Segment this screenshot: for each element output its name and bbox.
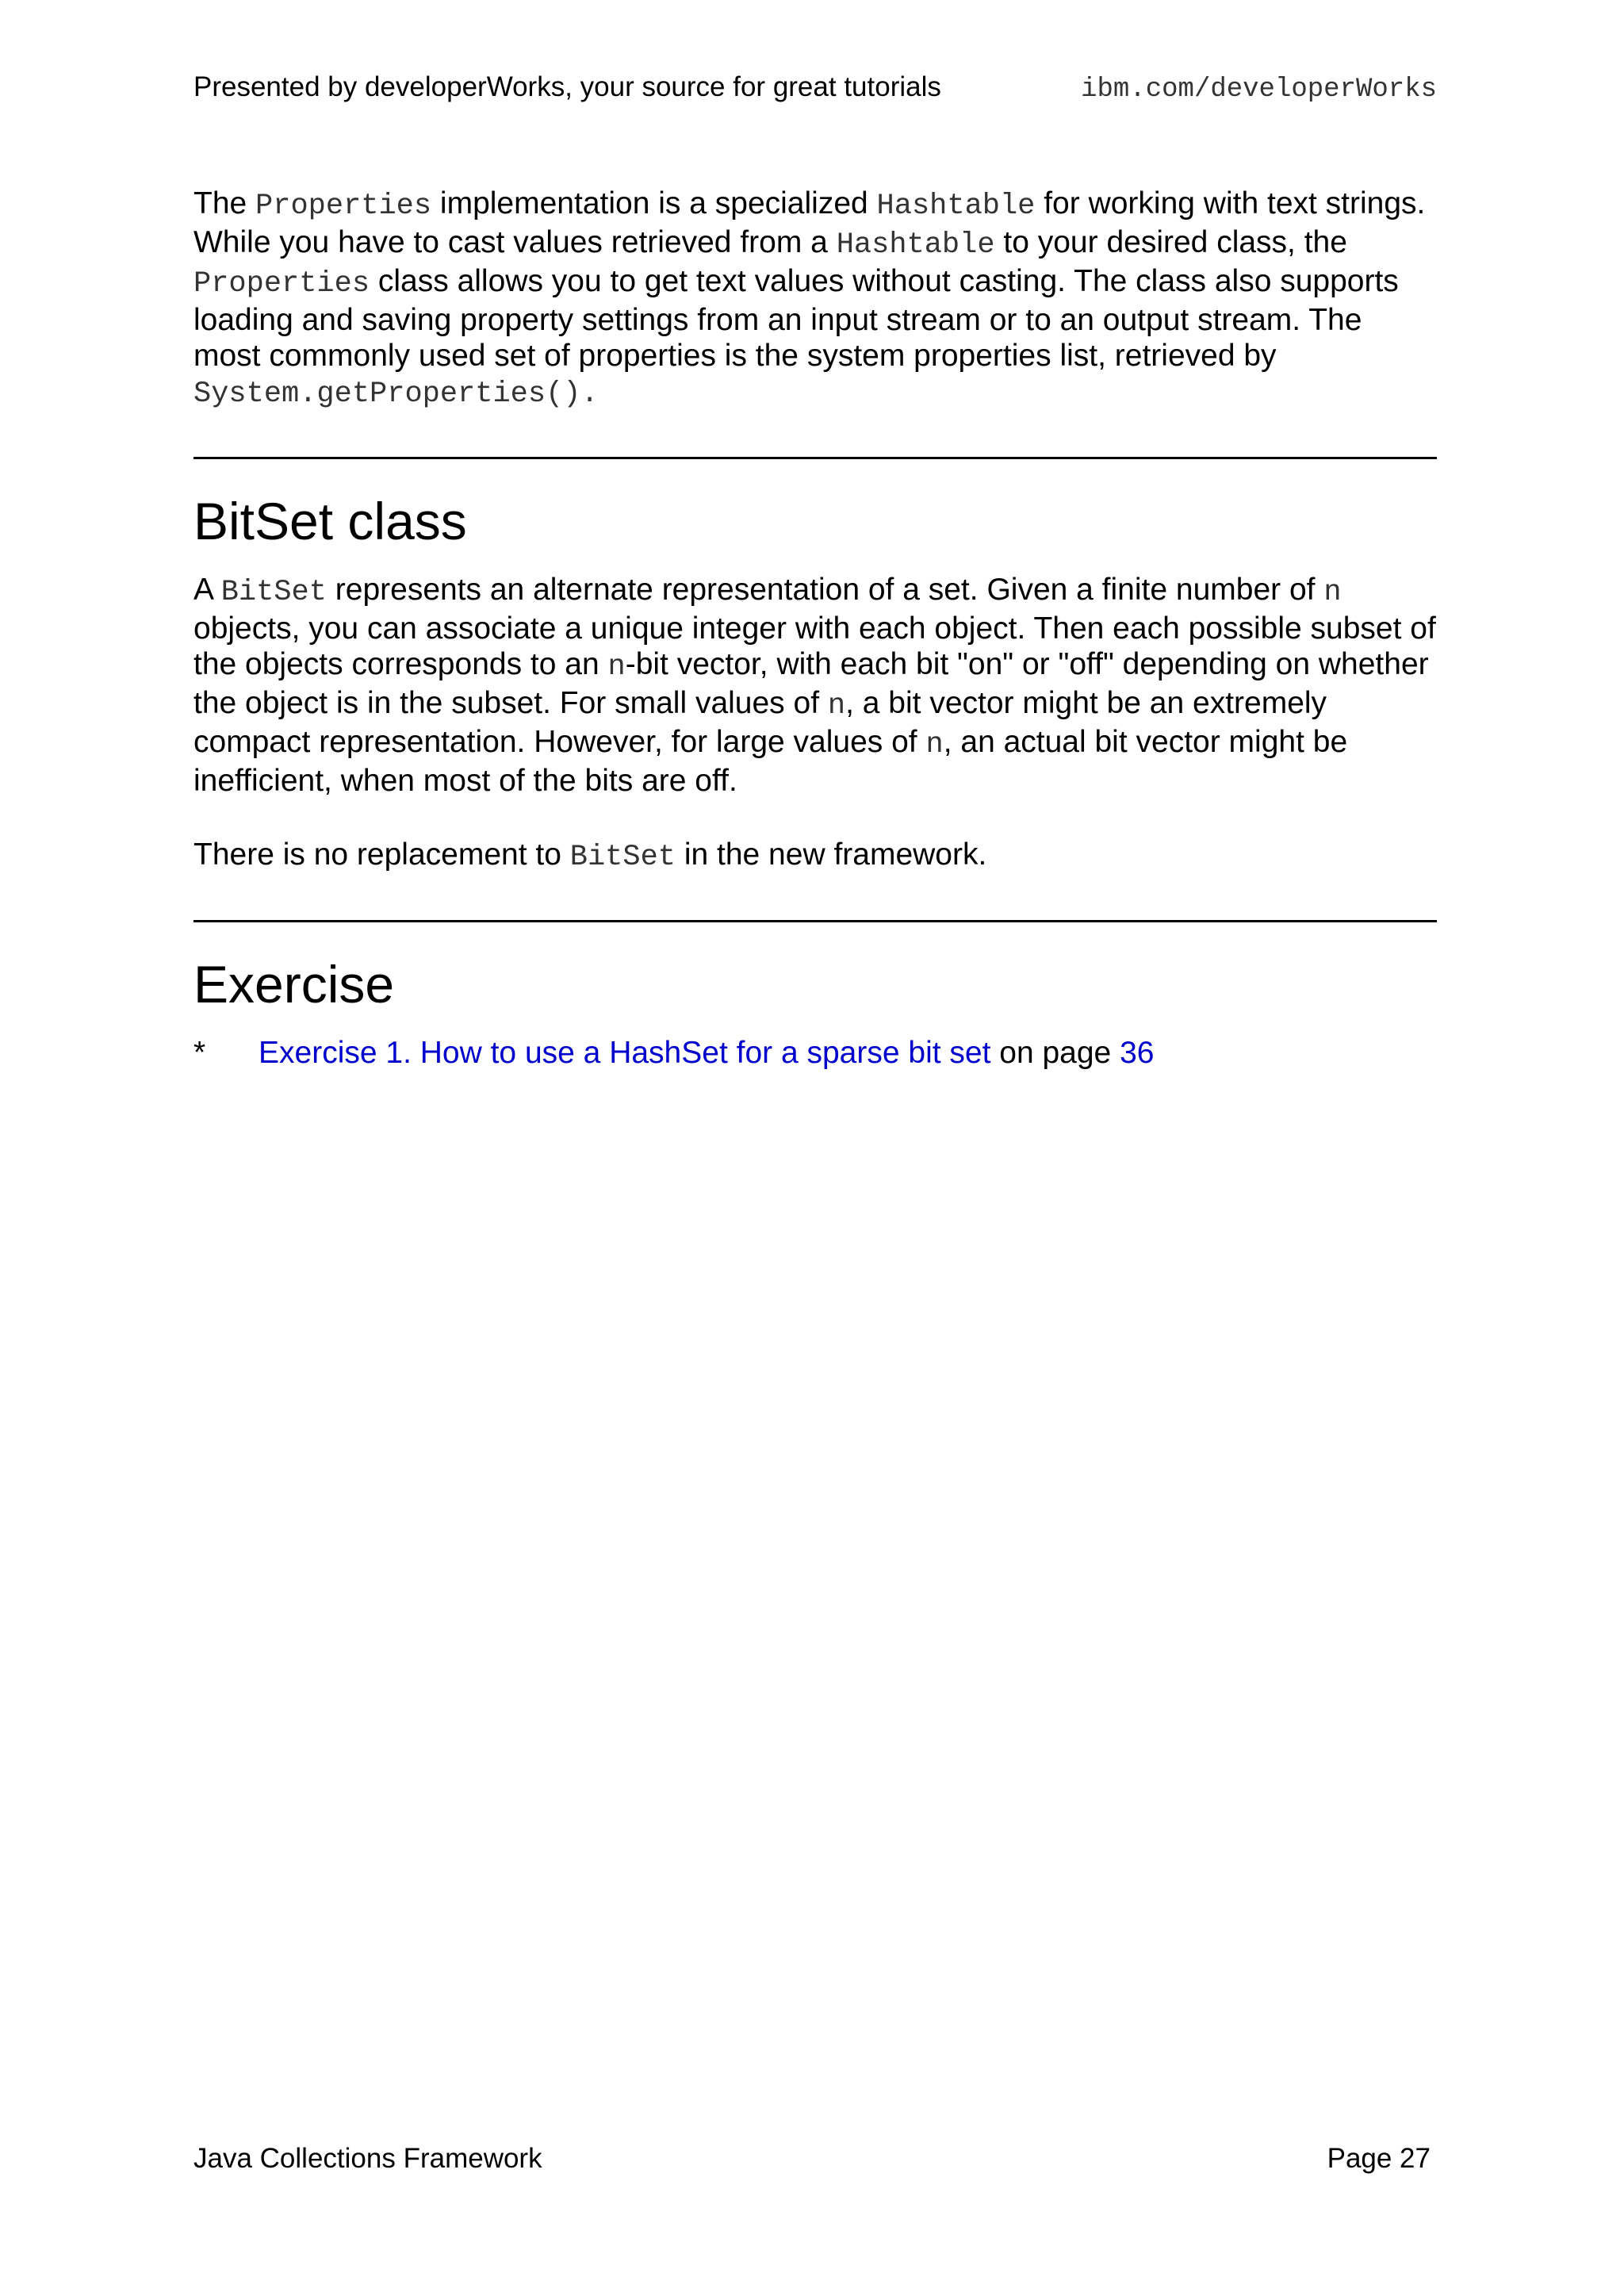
- text-run: , a bit vector might be an extremely compact representation. However, for large values of: [193, 686, 1327, 759]
- bitset-paragraph: [193, 572, 1437, 799]
- bitset-replacement-paragraph: [193, 837, 1437, 876]
- code-n: n: [827, 689, 846, 723]
- section-divider: [193, 457, 1437, 459]
- text-run: in the new framework.: [675, 838, 987, 872]
- code-properties: Properties: [193, 267, 370, 301]
- text-run: for working with text strings. While you have to cast values retrieved from a: [193, 186, 1426, 259]
- code-bitset: BitSet: [220, 576, 327, 609]
- text-run: The: [193, 186, 256, 220]
- list-item-text: [259, 1035, 1154, 1071]
- code-hashtable: Hashtable: [876, 190, 1036, 223]
- text-run: -bit vector, with each bit "on" or "off" depending on whether the object is in the subset. For small values of: [193, 647, 1429, 720]
- section-title-exercise: Exercise: [193, 955, 395, 1014]
- code-n: n: [925, 728, 944, 761]
- text-run: objects, you can associate a unique integer with each object. Then each possible subset of the objects corresponds to an: [193, 611, 1436, 681]
- text-run: implementation is a specialized: [431, 186, 877, 220]
- text-run: represents an alternate representation of a set. Given a finite number of: [326, 573, 1324, 607]
- page-number-link[interactable]: 36: [1120, 1036, 1155, 1070]
- code-n: n: [607, 650, 626, 684]
- code-n: n: [1323, 576, 1342, 609]
- footer-page-number: Page 27: [1327, 2143, 1431, 2174]
- section-title-bitset: BitSet class: [193, 492, 467, 550]
- text-run: on page: [990, 1036, 1120, 1070]
- code-bitset: BitSet: [569, 841, 676, 874]
- section-divider: [193, 920, 1437, 922]
- code-system-getproperties: System.getProperties().: [193, 378, 599, 411]
- header-site-url: ibm.com/developerWorks: [1081, 75, 1437, 105]
- page-content: [193, 186, 1437, 1071]
- exercise-1-link[interactable]: Exercise 1. How to use a HashSet for a sparse bit set: [259, 1036, 991, 1070]
- text-run: There is no replacement to: [193, 838, 570, 872]
- properties-paragraph: [193, 186, 1437, 412]
- page-header: [193, 71, 1437, 105]
- text-run: , an actual bit vector might be inefficient, when most of the bits are off.: [193, 725, 1348, 798]
- text-run: to your desired class, the: [994, 225, 1347, 259]
- text-run: A: [193, 573, 221, 607]
- bullet-marker: *: [193, 1036, 206, 1070]
- exercise-list: [193, 1035, 1437, 1071]
- code-properties: Properties: [255, 190, 432, 223]
- header-tagline: Presented by developerWorks, your source for great tutorials: [193, 71, 941, 102]
- text-run: class allows you to get text values without casting. The class also supports loading and saving property settings from an input stream or to an output stream. The most commonly used set of properties is the system properties list, retrieved by: [193, 264, 1399, 373]
- list-item: [193, 1035, 1437, 1071]
- footer-document-title: Java Collections Framework: [193, 2143, 542, 2174]
- code-hashtable: Hashtable: [836, 228, 995, 262]
- page-footer: [193, 2143, 1431, 2175]
